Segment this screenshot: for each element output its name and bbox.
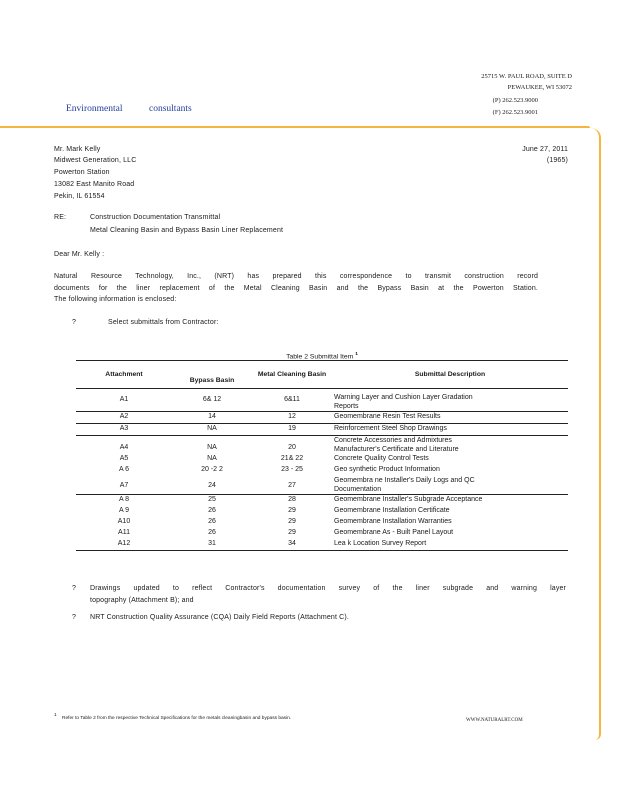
cell-bypass: 6& 12	[202, 396, 222, 404]
cell-description	[332, 436, 568, 455]
header-metal-cleaning: Metal Cleaning Basin	[257, 371, 327, 379]
re-label: RE:	[54, 214, 67, 221]
cell-description	[332, 389, 568, 412]
cell-bypass: 25	[208, 496, 216, 504]
cell-bypass: 26	[208, 529, 216, 537]
page-border-right	[589, 128, 601, 740]
bullet-text-drawings: Drawings updated to reflect Contractor's documentation survey of the liner subgrade and warning layer	[90, 585, 566, 592]
table-title: Table 2 Submittal Item	[286, 353, 354, 361]
cell-bypass: 26	[208, 518, 216, 526]
header-description: Submittal Description	[414, 371, 486, 379]
cell-metal: 21& 22	[280, 455, 304, 463]
table-row	[76, 517, 568, 528]
cell-bypass: 24	[208, 482, 216, 490]
cell-attachment: A2	[119, 413, 129, 421]
footnote-text: Refer to Table 2 from the respective Technical Specifications for the metals cleaningbasin and bypass basin.	[62, 716, 292, 721]
cell-bypass: 31	[208, 540, 216, 548]
cell-attachment: A3	[119, 425, 129, 433]
cell-bypass: 26	[208, 507, 216, 515]
cell-description: Geomembrane Installer's Subgrade Acceptance	[334, 496, 483, 504]
cell-metal: 23 - 25	[281, 466, 303, 474]
cell-metal: 19	[288, 425, 296, 433]
recipient-city: Pekin, IL 61554	[54, 193, 105, 200]
table-row	[76, 528, 568, 539]
cell-attachment: A5	[119, 455, 129, 463]
cell-bypass: NA	[207, 455, 217, 463]
cell-description: Reinforcement Steel Shop Drawings	[334, 425, 447, 433]
bullet-mark: ?	[72, 319, 77, 326]
table-row	[76, 424, 568, 436]
cell-metal: 20	[288, 444, 296, 452]
phone-number: (P) 262.523.9000	[492, 97, 538, 104]
cell-attachment: A7	[119, 482, 129, 490]
intro-line-3: The following information is enclosed:	[54, 296, 177, 303]
description-line: Geomembra ne Installer's Daily Logs and QC	[334, 477, 475, 485]
description-line-2: Manufacturer's Certificate and Literature	[334, 446, 459, 454]
cell-attachment: A 6	[118, 466, 130, 474]
brand-word-environmental: Environmental	[66, 104, 123, 114]
cell-metal: 34	[288, 540, 296, 548]
cell-attachment: A 8	[118, 496, 130, 504]
cell-attachment: A4	[119, 444, 129, 452]
cell-bypass: NA	[207, 444, 217, 452]
bullet-mark: ?	[72, 614, 77, 621]
bullet-text-cqa-reports: NRT Construction Quality Assurance (CQA) Daily Field Reports (Attachment C).	[90, 614, 349, 621]
cell-metal: 29	[288, 518, 296, 526]
table-row	[76, 539, 568, 551]
cell-description: Geomembrane Resin Test Results	[334, 413, 441, 421]
bullet-text-drawings-cont: topography (Attachment B); and	[90, 597, 194, 604]
submittal-table	[76, 352, 568, 551]
re-line-2: Metal Cleaning Basin and Bypass Basin Liner Replacement	[90, 227, 284, 234]
header-bypass: Bypass Basin	[189, 376, 235, 384]
bullet-mark: ?	[72, 585, 77, 592]
cell-attachment: A10	[117, 518, 131, 526]
website: WWW.NATURALRT.COM	[466, 718, 523, 723]
letterhead-rule	[0, 126, 590, 128]
cell-description: Geomembrane As - Built Panel Layout	[334, 529, 454, 537]
cell-metal: 12	[288, 413, 296, 421]
cell-bypass: 20 -2 2	[201, 466, 223, 474]
recipient-street: 13082 East Manito Road	[54, 181, 135, 188]
table-row	[76, 506, 568, 517]
header-attachment: Attachment	[105, 371, 143, 379]
table-row	[76, 495, 568, 507]
cell-description: Concrete Quality Control Tests	[334, 455, 429, 463]
fax-number: (F) 262.523.9001	[492, 109, 538, 116]
salutation: Dear Mr. Kelly :	[54, 251, 105, 258]
bullet-text-select-submittals: Select submittals from Contractor:	[108, 319, 219, 326]
recipient-company: Midwest Generation, LLC	[54, 157, 137, 164]
table-row	[76, 465, 568, 476]
cell-attachment: A 9	[118, 507, 130, 515]
recipient-name: Mr. Mark Kelly	[54, 146, 101, 153]
table-row	[76, 412, 568, 424]
table-row	[76, 389, 568, 412]
cell-metal: 29	[288, 529, 296, 537]
table-title-row	[76, 352, 568, 361]
cell-description	[332, 476, 568, 495]
cell-description: Lea k Location Survey Report	[334, 540, 427, 548]
letter-date: June 27, 2011	[522, 146, 568, 153]
reference-number: (1965)	[546, 157, 568, 164]
description-line-2: Documentation	[334, 486, 382, 494]
table-row	[76, 436, 568, 455]
cell-attachment: A11	[118, 529, 130, 537]
cell-metal: 6&11	[284, 396, 300, 404]
description-line-2: Reports	[334, 403, 359, 411]
address-line-2: PEWAUKEE, WI 53072	[507, 84, 572, 91]
intro-line-2: documents for the liner replacement of the Metal Cleaning Basin and the Bypass Basin at the Powerton Station.	[54, 285, 538, 292]
table-row	[76, 476, 568, 495]
cell-metal: 27	[288, 482, 296, 490]
table-row	[76, 454, 568, 465]
cell-description: Geomembrane Installation Warranties	[334, 518, 452, 526]
cell-attachment: A1	[119, 396, 129, 404]
cell-bypass: 14	[208, 413, 216, 421]
cell-metal: 29	[288, 507, 296, 515]
cell-metal: 28	[288, 496, 296, 504]
cell-description: Geomembrane Installation Certificate	[334, 507, 450, 515]
footnote-mark: 1	[54, 713, 57, 718]
intro-line-1: Natural Resource Technology, Inc., (NRT) has prepared this correspondence to transmit construction record	[54, 273, 538, 280]
re-line-1: Construction Documentation Transmittal	[90, 214, 221, 221]
cell-attachment: A12	[117, 540, 131, 548]
table-footnote-mark: 1	[355, 352, 358, 357]
description-line: Concrete Accessories and Admixtures	[334, 437, 452, 445]
cell-bypass: NA	[207, 425, 217, 433]
brand-word-consultants: consultants	[149, 104, 192, 114]
cell-description: Geo synthetic Product Information	[334, 466, 440, 474]
description-line: Warning Layer and Cushion Layer Gradation	[334, 394, 473, 402]
recipient-station: Powerton Station	[54, 169, 110, 176]
address-line-1: 25715 W. PAUL ROAD, SUITE D	[481, 73, 572, 80]
